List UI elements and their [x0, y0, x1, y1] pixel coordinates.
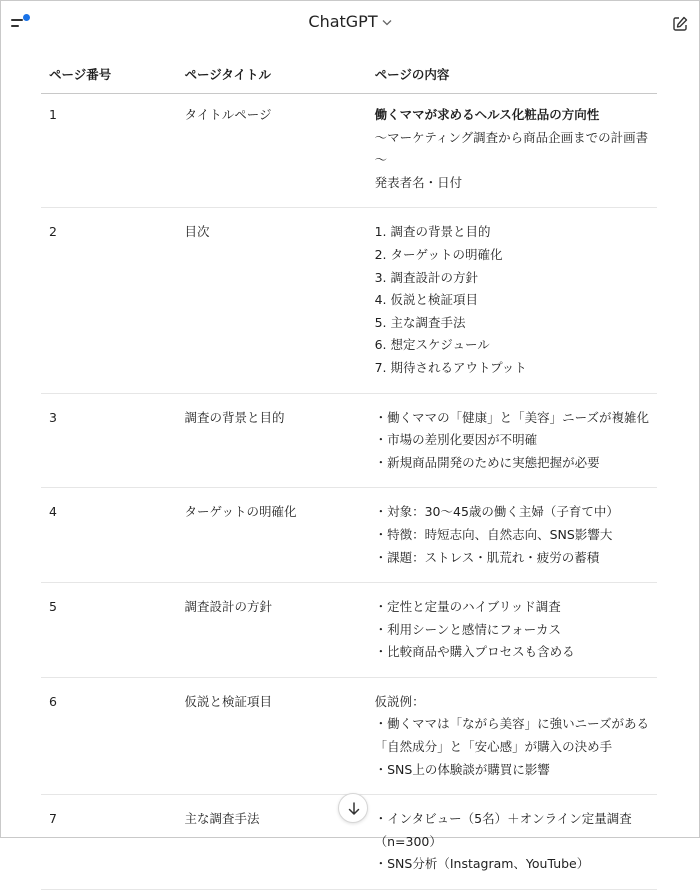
content-line: 1. 調査の背景と目的 — [374, 224, 491, 240]
content-line: 6. 想定スケジュール — [374, 337, 490, 353]
page-title-cell: 目次 — [176, 208, 366, 393]
column-header: ページの内容 — [367, 47, 657, 94]
page-number-cell: 3 — [41, 393, 176, 488]
page-title-cell: タイトルページ — [176, 94, 366, 208]
page-content-cell — [367, 94, 657, 208]
content-line: ・SNS分析（Instagram、YouTube） — [374, 856, 590, 872]
table-header-row — [41, 47, 657, 94]
content-line: ・課題：ストレス・肌荒れ・疲労の蓄積 — [374, 549, 600, 565]
slide-plan-table — [41, 47, 657, 890]
content-line: 働くママが求めるヘルス化粧品の方向性 — [374, 107, 600, 122]
page-number-cell: 5 — [41, 583, 176, 678]
content-line: ・新規商品開発のために実態把握が必要 — [374, 454, 600, 470]
page-title-cell: 調査の背景と目的 — [176, 393, 366, 488]
content-line: ・比較商品や購入プロセスも含める — [374, 644, 575, 660]
page-title-cell: 仮説と検証項目 — [176, 677, 366, 794]
content-line: 「自然成分」と「安心感」が購入の決め手 — [374, 739, 613, 755]
page-content-cell — [367, 677, 657, 794]
page-content-cell — [367, 488, 657, 583]
page-content-cell — [367, 795, 657, 890]
content-line: ・インタビュー（5名）＋オンライン定量調査 — [374, 811, 632, 827]
content-line: 3. 調査設計の方針 — [374, 269, 479, 285]
column-header: ページ番号 — [41, 47, 176, 94]
content-line: ・利用シーンと感情にフォーカス — [374, 621, 561, 637]
model-selector[interactable] — [1, 12, 699, 31]
page-content-cell — [367, 583, 657, 678]
content-line: ～ — [374, 152, 388, 168]
content-line: 4. 仮説と検証項目 — [374, 292, 479, 308]
scroll-to-bottom-button[interactable] — [338, 793, 368, 823]
page-content-cell — [367, 393, 657, 488]
content-line: 2. ターゲットの明確化 — [374, 246, 503, 262]
page-number-cell: 2 — [41, 208, 176, 393]
page-content-cell — [367, 208, 657, 393]
table-row — [41, 208, 657, 393]
page-title-cell: 主な調査手法 — [176, 795, 366, 890]
chevron-down-icon — [382, 16, 392, 29]
message-content — [41, 47, 657, 890]
page-number-cell: 6 — [41, 677, 176, 794]
table-row — [41, 94, 657, 208]
new-chat-icon — [671, 15, 689, 33]
content-line: ～マーケティング調査から商品企画までの計画書 — [374, 129, 649, 145]
content-line: 発表者名・日付 — [374, 174, 463, 190]
page-number-cell: 4 — [41, 488, 176, 583]
content-line: ・対象：30～45歳の働く主婦（子育て中） — [374, 504, 619, 520]
page-number-cell: 1 — [41, 94, 176, 208]
top-bar — [1, 1, 699, 47]
content-line: 7. 期待されるアウトプット — [374, 359, 527, 375]
content-line: ・SNS上の体験談が購買に影響 — [374, 761, 550, 777]
page-title-cell: 調査設計の方針 — [176, 583, 366, 678]
content-line: （n=300） — [374, 833, 442, 849]
page-title-cell: ターゲットの明確化 — [176, 488, 366, 583]
arrow-down-icon — [346, 801, 362, 817]
table-row — [41, 488, 657, 583]
content-line: 仮説例： — [374, 693, 425, 709]
content-line: ・働くママは「ながら美容」に強いニーズがある — [374, 716, 649, 732]
table-row — [41, 583, 657, 678]
content-line: ・定性と定量のハイブリッド調査 — [374, 599, 561, 615]
new-chat-button[interactable] — [671, 15, 689, 33]
content-line: ・市場の差別化要因が不明確 — [374, 432, 538, 448]
table-row — [41, 677, 657, 794]
app-title: ChatGPT — [308, 12, 378, 31]
column-header: ページタイトル — [176, 47, 366, 94]
table-row — [41, 393, 657, 488]
content-line: ・特徴：時短志向、自然志向、SNS影響大 — [374, 526, 613, 542]
content-line: ・働くママの「健康」と「美容」ニーズが複雑化 — [374, 409, 649, 425]
page-number-cell: 7 — [41, 795, 176, 890]
content-line: 5. 主な調査手法 — [374, 314, 466, 330]
